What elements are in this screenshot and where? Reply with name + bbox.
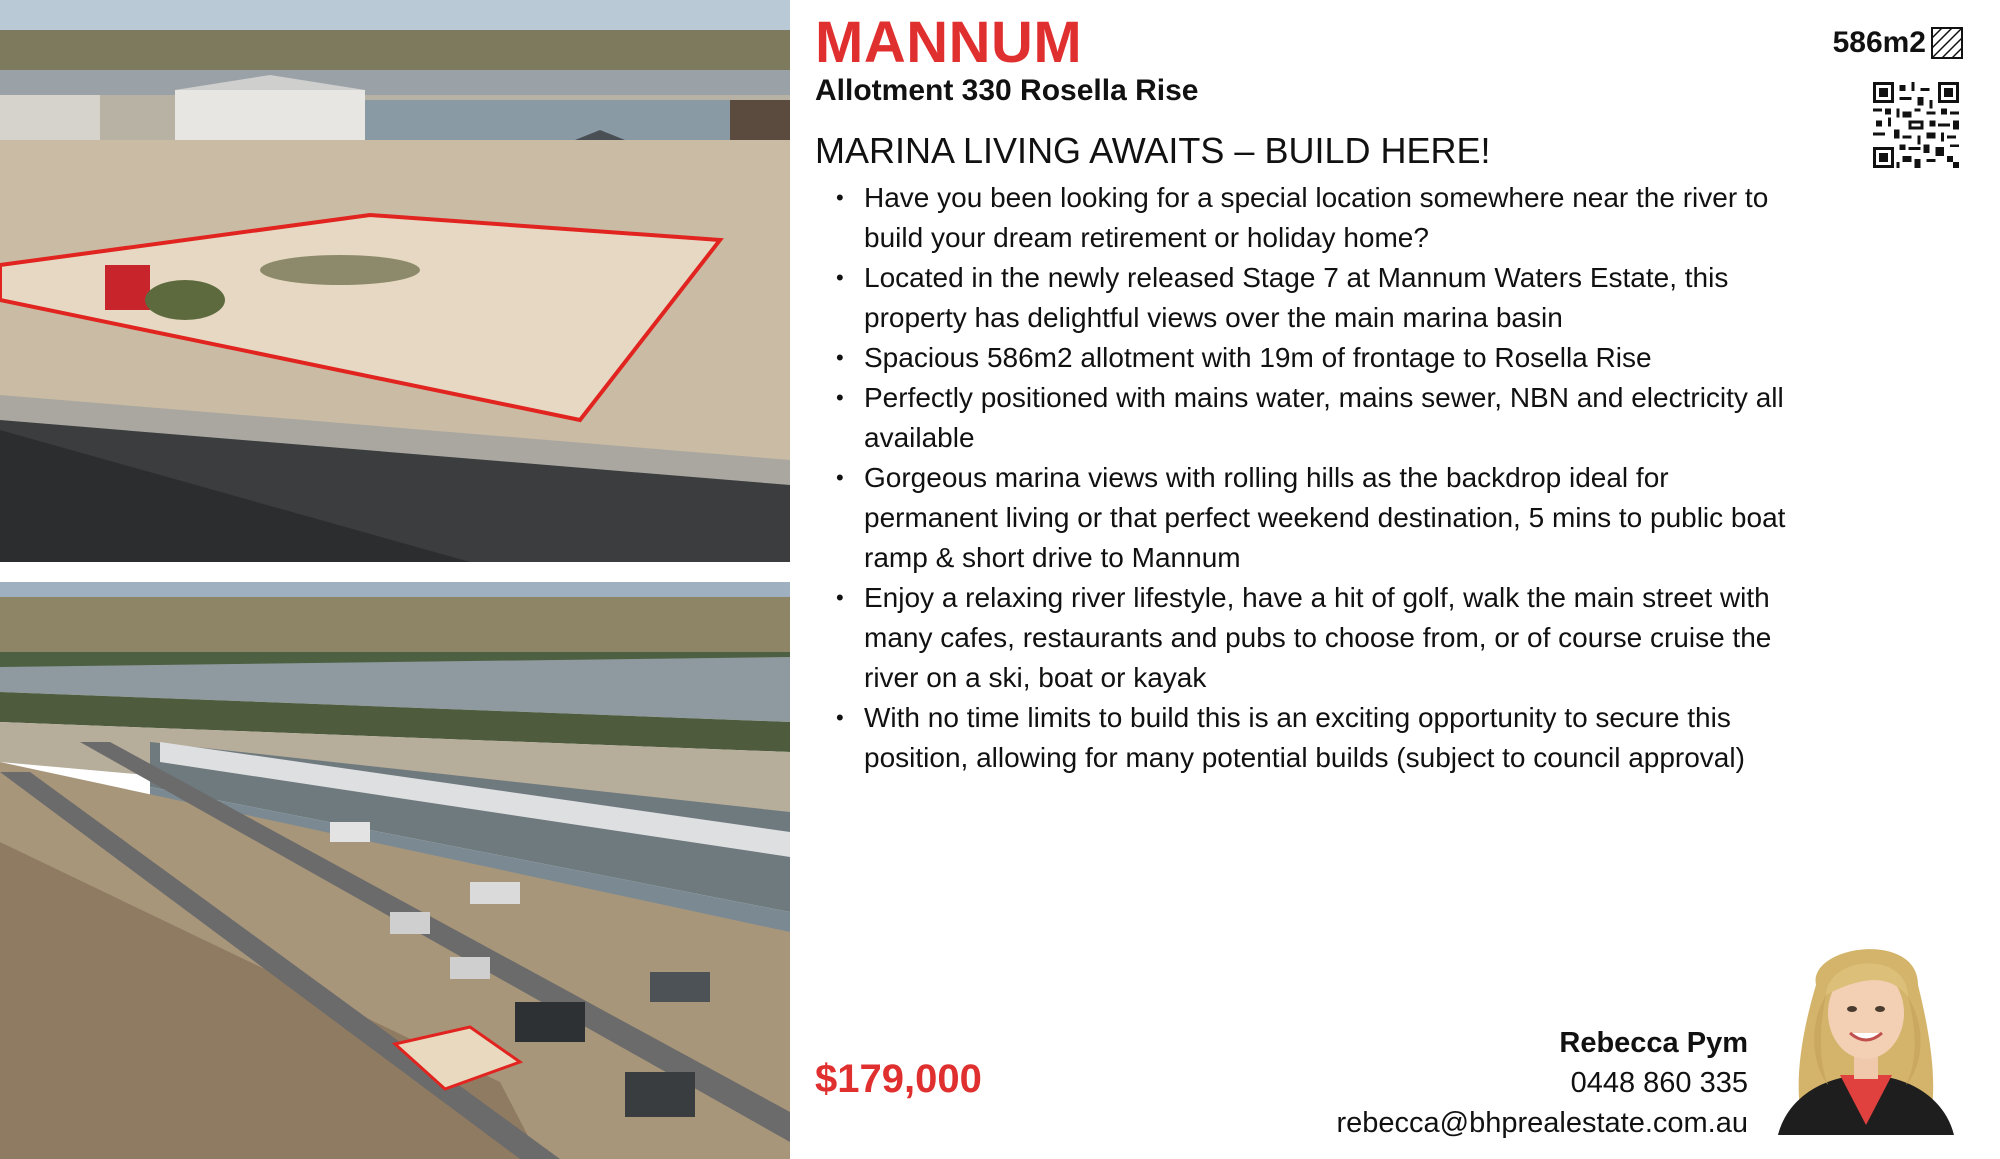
feature-item: • Have you been looking for a special location somewhere near the river to build your dream retirement or holiday home?	[836, 178, 1796, 258]
qr-code-icon[interactable]	[1873, 82, 1959, 168]
land-area	[1833, 26, 1964, 60]
feature-item: • Located in the newly released Stage 7 at Mannum Waters Estate, this property has delightful views over the main marina basin	[836, 258, 1796, 338]
feature-item: • Perfectly positioned with mains water, mains sewer, NBN and electricity all available	[836, 378, 1796, 458]
land-area-icon	[1930, 26, 1964, 60]
agent-avatar	[1768, 925, 1964, 1135]
agent-contact	[1336, 1023, 1748, 1143]
suburb-title: MANNUM	[815, 10, 1083, 75]
street-view-photo	[0, 0, 790, 562]
listing-headline: MARINA LIVING AWAITS – BUILD HERE!	[815, 130, 1491, 171]
feature-item: • Gorgeous marina views with rolling hills as the backdrop ideal for permanent living or that perfect weekend destination, 5 mins to public boat ramp & short drive to Mannum	[836, 458, 1796, 578]
aerial-marina-photo	[0, 582, 790, 1159]
feature-list	[836, 178, 1796, 778]
property-address: Allotment 330 Rosella Rise	[815, 74, 1199, 107]
agent-phone[interactable]: 0448 860 335	[1570, 1067, 1748, 1099]
feature-item: • With no time limits to build this is an exciting opportunity to secure this position, allowing for many potential builds (subject to council approval)	[836, 698, 1796, 778]
feature-item: • Spacious 586m2 allotment with 19m of frontage to Rosella Rise	[836, 338, 1796, 378]
agent-email[interactable]: rebecca@bhprealestate.com.au	[1336, 1107, 1748, 1139]
land-area-label: 586m2	[1832, 26, 1926, 59]
feature-item: • Enjoy a relaxing river lifestyle, have a hit of golf, walk the main street with many cafes, restaurants and pubs to choose from, or of course cruise the river on a ski, boat or kayak	[836, 578, 1796, 698]
listing-price: $179,000	[815, 1057, 982, 1101]
agent-name: Rebecca Pym	[1559, 1027, 1748, 1059]
